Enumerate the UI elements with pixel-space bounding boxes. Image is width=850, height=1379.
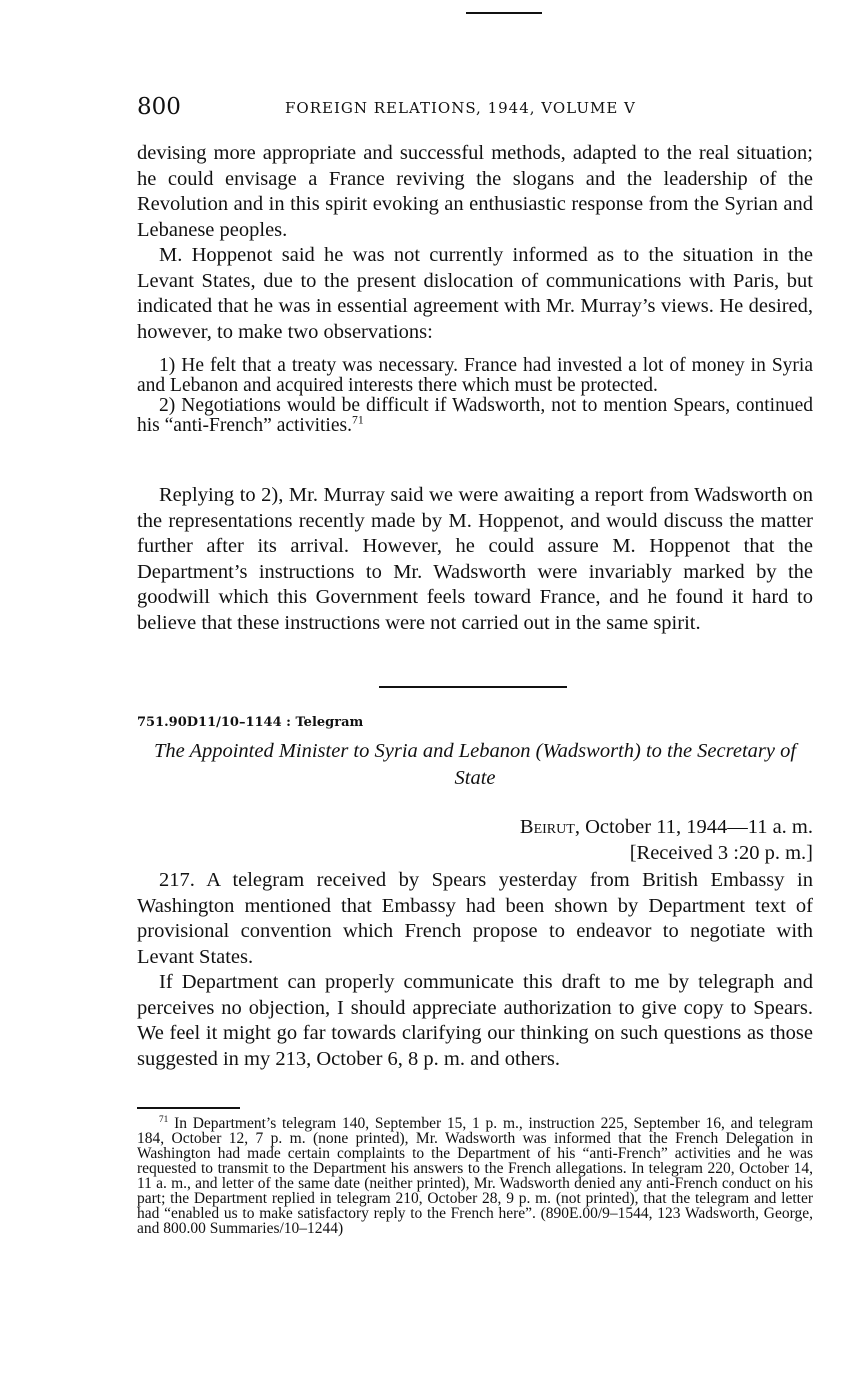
top-rule: [466, 12, 542, 14]
paragraph-continuation: devising more appropriate and successful methods, adapted to the real situation; he could envisage a France reviving the slogans and the leadership of the Revolution and in this spirit evoking an enthusiastic response from the Syrian and Lebanese peoples.: [137, 142, 813, 241]
observation-2-text: 2) Negotiations would be difficult if Wadsworth, not to mention Spears, continued his “anti-French” activities.: [137, 395, 813, 436]
telegram-text: [137, 868, 813, 1072]
telegram-paragraph-2: If Department can properly communicate this draft to me by telegraph and perceives no objection, I should appreciate authorization to give copy to Spears. We feel it might go far towards clarifying our thinking on such questions as those suggested in my 213, October 6, 8 p. m. and others.: [137, 971, 813, 1070]
received-time: [Received 3 :20 p. m.]: [629, 842, 813, 864]
running-head: FOREIGN RELATIONS, 1944, VOLUME V: [285, 99, 636, 117]
document-title: The Appointed Minister to Syria and Lebanon (Wadsworth) to the Secretary of State: [153, 740, 797, 789]
footnote-rule: [137, 1107, 240, 1109]
section-divider: [379, 686, 567, 688]
paragraph-reply: Replying to 2), Mr. Murray said we were awaiting a report from Wadsworth on the representations recently made by M. Hoppenot, and would discuss the matter further after its arrival. However, he could assure M. Hoppenot that the Department’s instructions to Mr. Wadsworth were invariably marked by the goodwill which this Government feels toward France, and he found it hard to believe that these instructions were not carried out in the same spirit.: [137, 484, 813, 634]
continuation-text: [137, 141, 813, 345]
reply-text: [137, 483, 813, 636]
observation-1: 1) He felt that a treaty was necessary. France had invested a lot of money in Syria and Lebanon and acquired interests there which must be protected.: [137, 355, 813, 396]
footnote-text: In Department’s telegram 140, September 15, 1 p. m., instruction 225, September 16, and telegram 184, October 12, 7 p. m. (none printed), Mr. Wadsworth was informed that the French Delegation in Washington had made certain complaints to the Department of his “anti-French” activities and he was requested to transmit to the Department his answers to the French allegations. In telegram 220, October 14, 11 a. m., and letter of the same date (neither printed), Mr. Wadsworth denied any anti-French conduct on his part; the Department replied in telegram 210, October 28, 9 p. m. (not printed), that the telegram and letter had “enabled us to make satisfactory reply to the French here”. (890E.00/9–1544, 123 Wadsworth, George, and 800.00 Summaries/10–1244): [137, 1115, 814, 1237]
paragraph-hoppenot: M. Hoppenot said he was not currently informed as to the situation in the Levant States, due to the present dislocation of communications with Paris, but indicated that he was in essential agreement with Mr. Murray’s views. He desired, however, to make two observations:: [137, 244, 813, 343]
page-number: 800: [137, 94, 181, 120]
telegram-paragraph-1: 217. A telegram received by Spears yesterday from British Embassy in Washington mentioned that Embassy had been shown by Department text of provisional convention which French propose to endeavor to negotiate with Levant States.: [137, 869, 813, 968]
page-header: [137, 94, 813, 124]
file-reference: 751.90D11/10–1144 : Telegram: [137, 715, 364, 730]
footnote-71: [137, 1116, 813, 1236]
footnote-marker: 71: [159, 1114, 169, 1125]
dateline: [137, 814, 813, 866]
date-place: [137, 814, 813, 840]
date-time: , October 11, 1944—11 a. m.: [574, 816, 813, 838]
place: Beirut: [519, 816, 575, 838]
observations-list: [137, 356, 813, 436]
observation-2: [137, 396, 813, 436]
footnote-reference[interactable]: 71: [351, 413, 364, 427]
